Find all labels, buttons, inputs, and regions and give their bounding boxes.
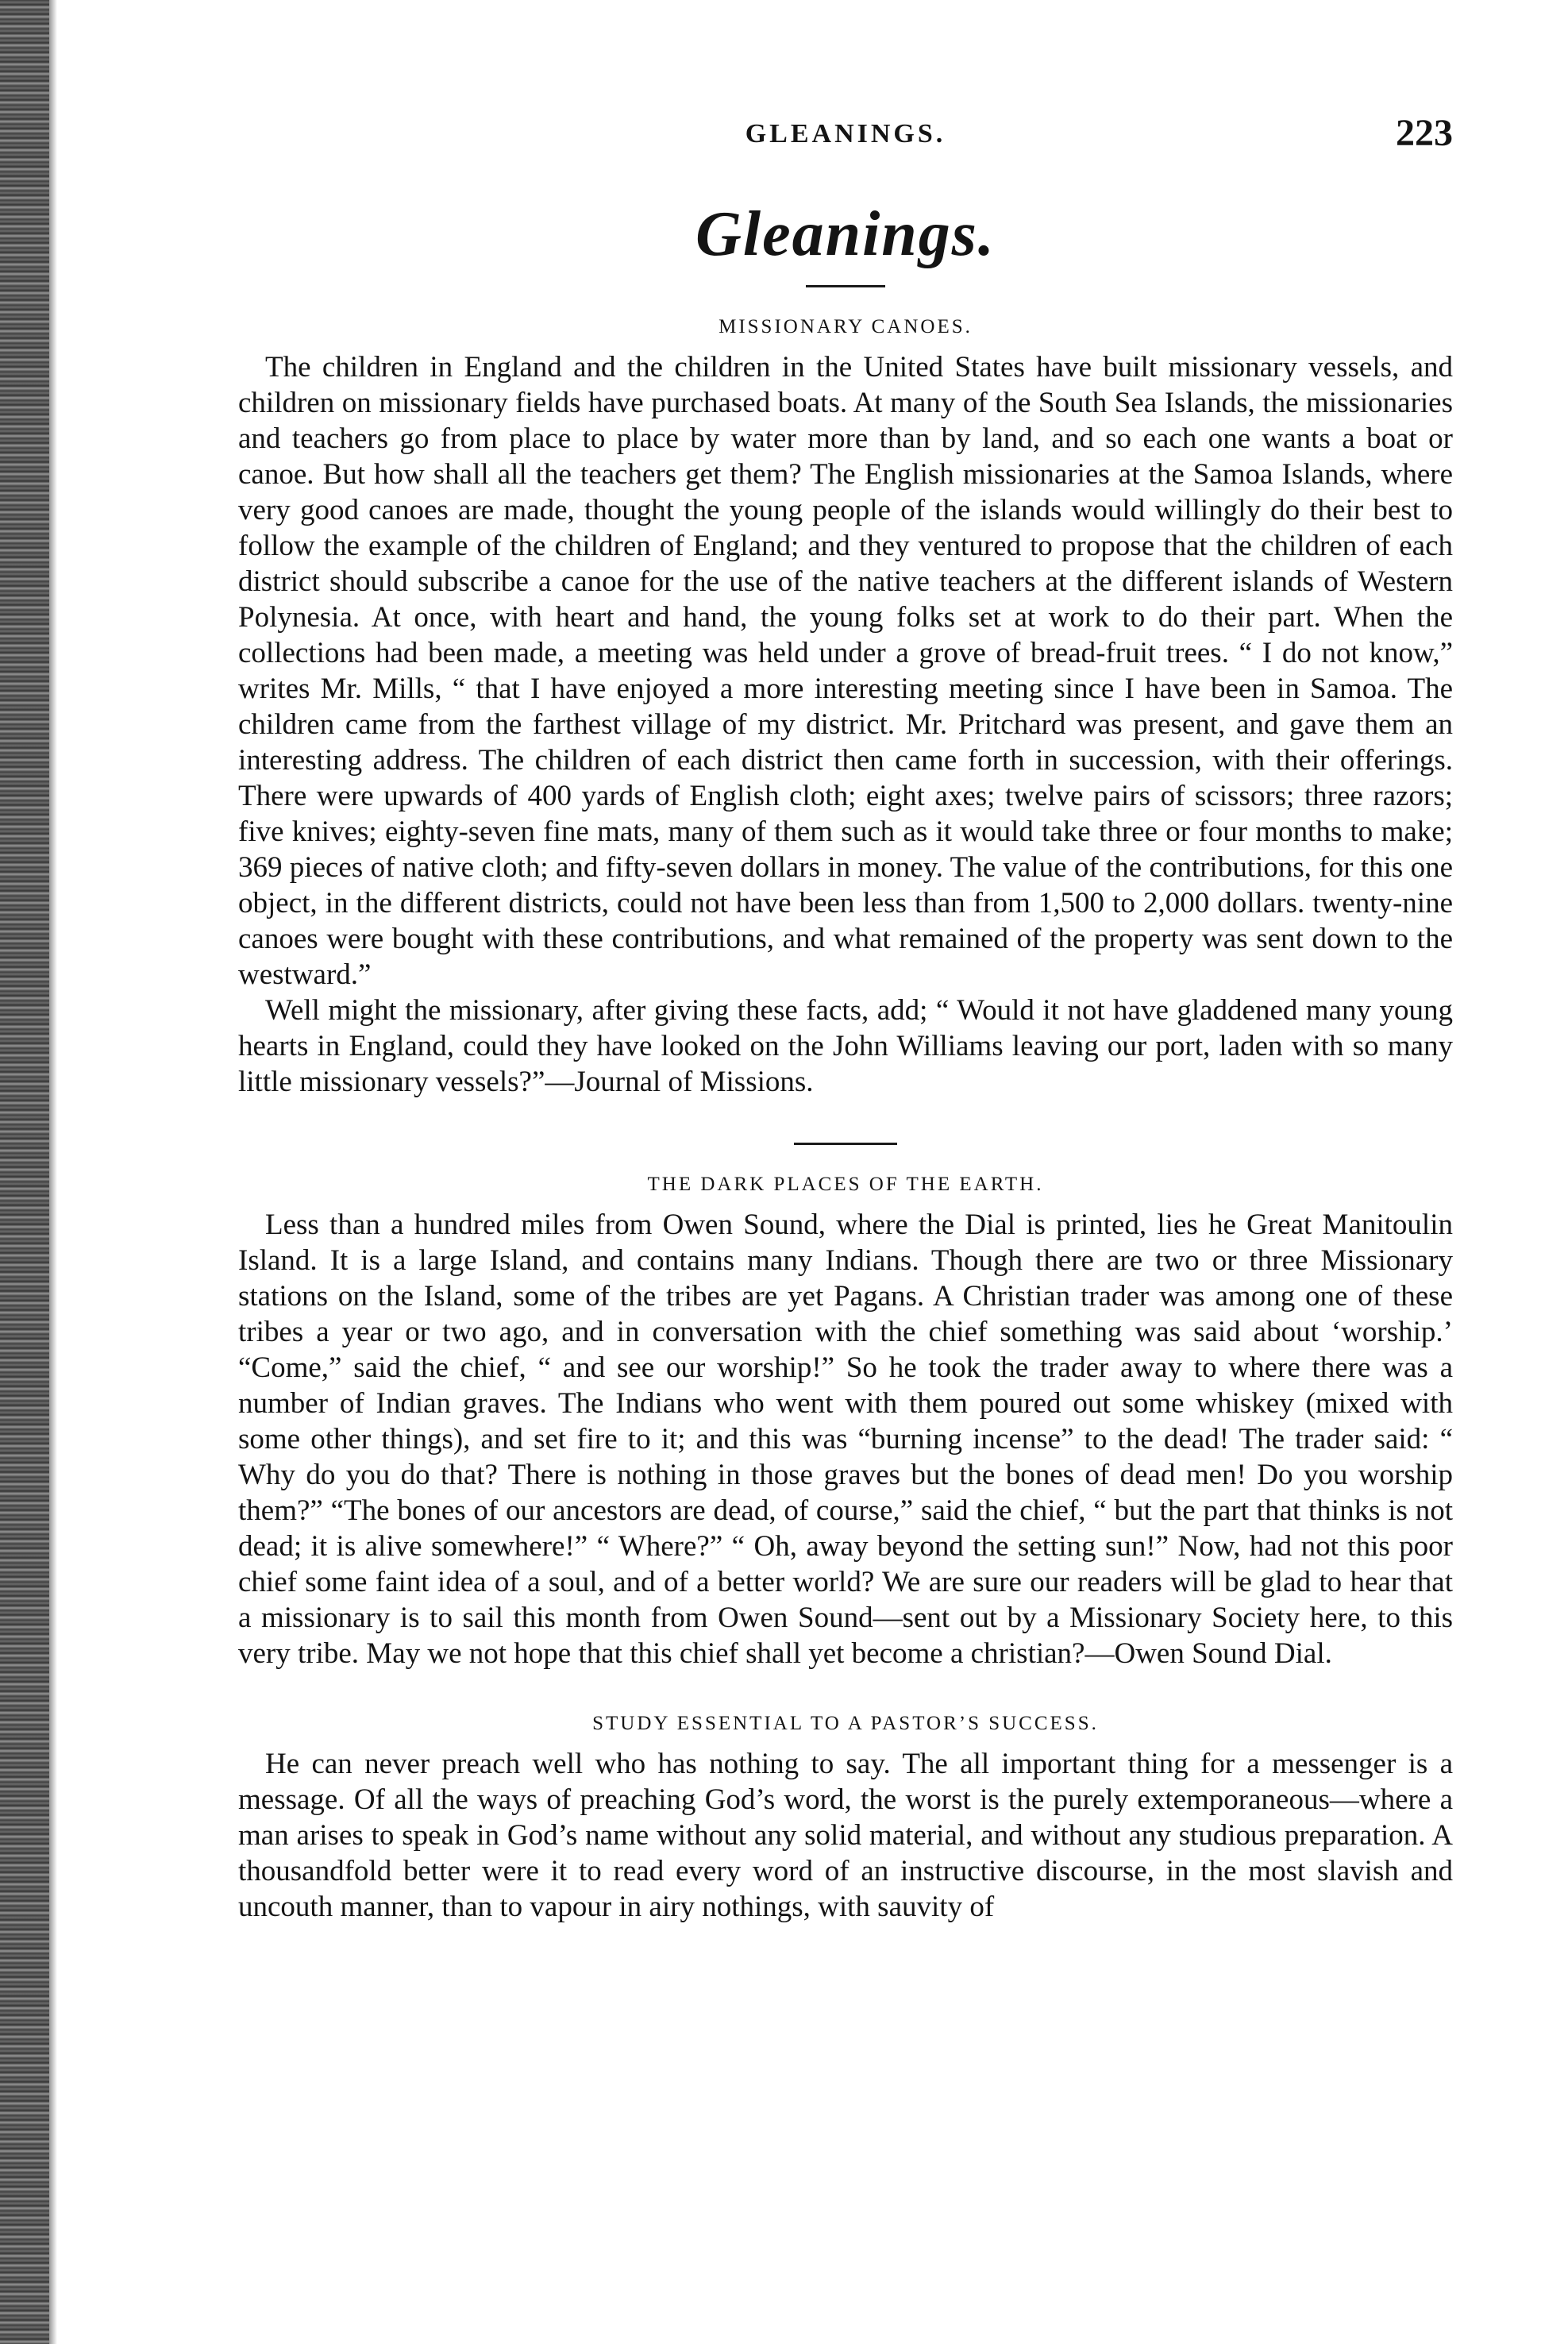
- article-paragraph: Less than a hundred miles from Owen Sound, where the Dial is printed, lies he Great Manitoulin Island. It is a large Island, and contains many Indians. Though there are two or three Missionary stations on the Island, some of the tribes are yet Pagans. A Christian trader was among one of these tribes a year or two ago, and in conversation with the chief something was said about ‘worship.’ “Come,” said the chief, “ and see our worship!” So he took the trader away to where there was a number of Indian graves. The Indians who went with them poured out some whiskey (mixed with some other things), and set fire to it; and this was “burning incense” to the dead! The trader said: “ Why do you do that? There is nothing in those graves but the bones of dead men! Do you worship them?” “The bones of our ancestors are dead, of course,” said the chief, “ but the part that thinks is not dead; it is alive somewhere!” “ Where?” “ Oh, away beyond the setting sun!” Now, had not this poor chief some faint idea of a soul, and of a better world? We are sure our readers will be glad to hear that a missionary is to sail this month from Owen Sound—sent out by a Missionary Society here, to this very tribe. May we not hope that this chief shall yet become a christian?—Owen Sound Dial.: [238, 1209, 1453, 1670]
- article-missionary-canoes: [238, 316, 1453, 1100]
- article-paragraph: He can never preach well who has nothing to say. The all important thing for a messenger is a message. Of all the ways of preaching God’s word, the worst is the purely extemporaneous—where a man arises to speak in God’s name without any solid material, and without any studious preparation. A thousandfold better were it to read every word of an instructive discourse, in the most slavish and uncouth manner, than to vapour in airy nothings, with sauvity of: [238, 1748, 1453, 1923]
- running-head: [238, 111, 1453, 167]
- page: [238, 111, 1453, 1925]
- title-rule: [806, 285, 885, 287]
- binding-shadow: [49, 0, 57, 2344]
- article-paragraph: Well might the missionary, after giving these facts, add; “ Would it not have gladdened many young hearts in England, could they have looked on the John Williams leaving our port, laden with so many little missionary vessels?”—Journal of Missions.: [238, 994, 1453, 1098]
- page-number: 223: [1396, 112, 1453, 154]
- article-heading: STUDY ESSENTIAL TO A PASTOR’S SUCCESS.: [592, 1713, 1099, 1734]
- article-paragraph: The children in England and the children in the United States have built missionary vessels, and children on missionary fields have purchased boats. At many of the South Sea Islands, the missionaries and teachers go from place to place by water more than by land, and so each one wants a boat or canoe. But how shall all the teachers get them? The English missionaries at the Samoa Islands, where very good canoes are made, thought the young people of the islands would willingly do their best to follow the example of the children of England; and they ventured to propose that the children of each district should subscribe a canoe for the use of the native teachers at the different islands of Western Polynesia. At once, with heart and hand, the young folks set at work to do their part. When the collections had been made, a meeting was held under a grove of bread-fruit trees. “ I do not know,” writes Mr. Mills, “ that I have enjoyed a more interesting meeting since I have been in Samoa. The children came from the farthest village of my district. Mr. Pritchard was present, and gave them an interesting address. The children of each district then came forth in succession, with their offerings. There were upwards of 400 yards of English cloth; eight axes; twelve pairs of scissors; three razors; five knives; eighty-seven fine mats, many of them such as it would take three or four months to make; 369 pieces of native cloth; and fifty-seven dollars in money. The value of the contributions, for this one object, in the different districts, could not have been less than from 1,500 to 2,000 dollars. twenty-nine canoes were bought with these contributions, and what remained of the property was sent down to the westward.”: [238, 351, 1453, 991]
- book-binding-edge: [0, 0, 49, 2344]
- article-heading: THE DARK PLACES OF THE EARTH.: [647, 1174, 1044, 1195]
- article-dark-places: [238, 1174, 1453, 1671]
- running-head-title: GLEANINGS.: [745, 119, 946, 148]
- article-divider: [794, 1143, 897, 1145]
- article-study-essential: [238, 1713, 1453, 1925]
- article-spacer: [238, 1671, 1453, 1706]
- article-heading: MISSIONARY CANOES.: [719, 316, 973, 337]
- section-title: Gleanings.: [695, 199, 996, 269]
